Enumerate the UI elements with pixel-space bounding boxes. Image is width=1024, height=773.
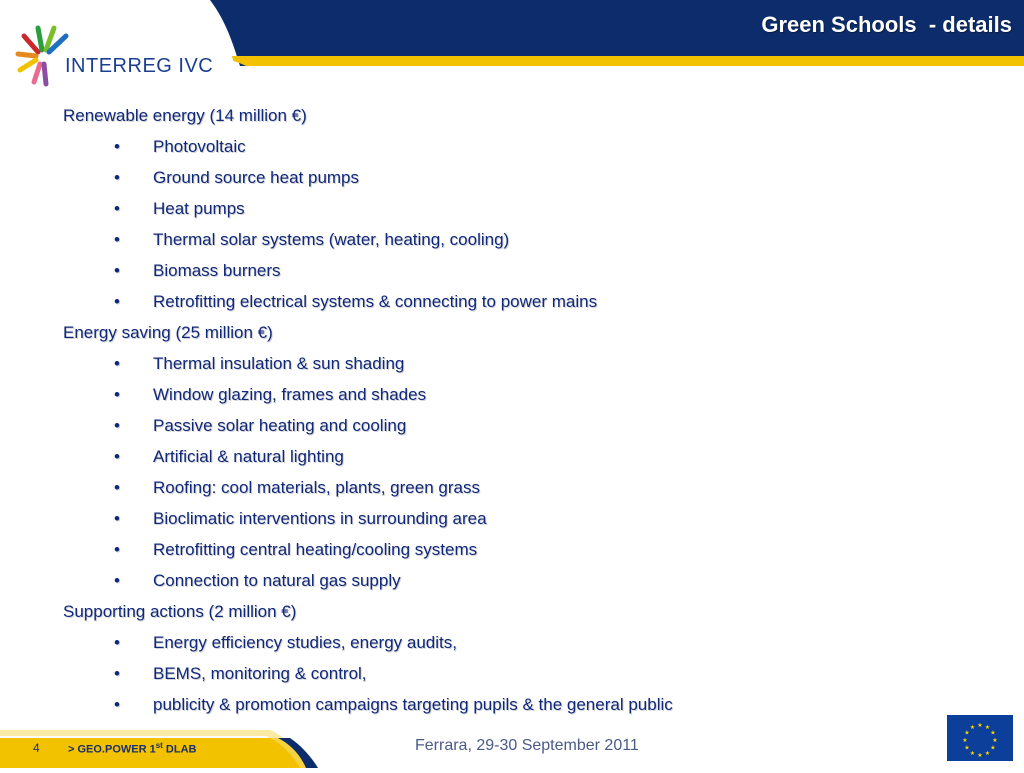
list-item	[63, 134, 963, 165]
bullet-icon: •	[114, 633, 120, 652]
list-item	[63, 444, 963, 475]
footer-label-suffix: DLAB	[162, 743, 197, 756]
bullet-icon: •	[114, 416, 120, 435]
list-item-text: Retrofitting electrical systems & connecting to power mains	[153, 292, 598, 311]
footer-date: Ferrara, 29-30 September 2011	[415, 737, 639, 754]
bullet-list	[63, 630, 963, 723]
list-item	[63, 351, 963, 382]
section-supporting-actions	[63, 599, 963, 723]
bullet-icon: •	[114, 478, 120, 497]
footer-label-sup: st	[155, 741, 163, 750]
section-heading: Energy saving (25 million €)	[63, 323, 273, 342]
bullet-icon: •	[114, 509, 120, 528]
svg-text:★: ★	[984, 750, 991, 757]
bullet-icon: •	[114, 354, 120, 373]
list-item	[63, 537, 963, 568]
list-item-text: Bioclimatic interventions in surrounding area	[153, 509, 487, 528]
section-energy-saving	[63, 320, 963, 599]
list-item-text: Biomass burners	[153, 261, 281, 280]
list-item-text: Thermal solar systems (water, heating, cooling)	[153, 230, 510, 249]
svg-text:★: ★	[984, 724, 991, 731]
svg-text:★: ★	[962, 737, 968, 744]
list-item-text: BEMS, monitoring & control,	[153, 664, 367, 683]
bullet-icon: •	[114, 447, 120, 466]
list-item	[63, 382, 963, 413]
list-item-text: Heat pumps	[153, 199, 245, 218]
list-item	[63, 630, 963, 661]
footer-label-prefix: > GEO.POWER 1	[68, 743, 156, 756]
bullet-list	[63, 351, 963, 599]
list-item-text: Roofing: cool materials, plants, green grass	[153, 478, 480, 497]
list-item	[63, 692, 963, 723]
bullet-icon: •	[114, 137, 120, 156]
list-item-text: Photovoltaic	[153, 137, 246, 156]
eu-flag-icon	[947, 715, 1013, 761]
list-item	[63, 506, 963, 537]
list-item-text: Thermal insulation & sun shading	[153, 354, 405, 373]
bullet-list	[63, 134, 963, 320]
svg-text:★: ★	[992, 737, 998, 744]
list-item-text: Retrofitting central heating/cooling systems	[153, 540, 478, 559]
bullet-icon: •	[114, 261, 120, 280]
svg-text:★: ★	[969, 750, 976, 757]
list-item-text: Passive solar heating and cooling	[153, 416, 407, 435]
list-item	[63, 568, 963, 599]
page-number: 4	[33, 741, 40, 755]
bullet-icon: •	[114, 385, 120, 404]
svg-text:★: ★	[964, 729, 970, 737]
list-item-text: Window glazing, frames and shades	[153, 385, 427, 404]
bullet-icon: •	[114, 168, 120, 187]
slide-body	[63, 103, 963, 723]
bullet-icon: •	[114, 230, 120, 249]
interreg-logo	[14, 22, 214, 92]
list-item	[63, 475, 963, 506]
svg-text:★: ★	[990, 744, 996, 752]
bullet-icon: •	[114, 292, 120, 311]
list-item	[63, 413, 963, 444]
slide-title: Green Schools - details	[761, 12, 1012, 37]
list-item	[63, 289, 963, 320]
bullet-icon: •	[114, 664, 120, 683]
bullet-icon: •	[114, 571, 120, 590]
bullet-icon: •	[114, 695, 120, 714]
logo-text: INTERREG IVC	[65, 55, 214, 77]
svg-text:★: ★	[977, 722, 983, 729]
svg-text:★: ★	[990, 729, 996, 737]
bullet-icon: •	[114, 199, 120, 218]
list-item-text: Ground source heat pumps	[153, 168, 360, 187]
svg-text:★: ★	[969, 724, 976, 731]
list-item-text: Artificial & natural lighting	[153, 447, 344, 466]
list-item	[63, 227, 963, 258]
list-item	[63, 165, 963, 196]
list-item-text: Energy efficiency studies, energy audits,	[153, 633, 457, 652]
list-item-text: publicity & promotion campaigns targeting pupils & the general public	[153, 695, 673, 714]
footer-label	[68, 741, 196, 756]
section-heading: Renewable energy (14 million €)	[63, 106, 307, 125]
list-item	[63, 661, 963, 692]
bullet-icon: •	[114, 540, 120, 559]
section-heading: Supporting actions (2 million €)	[63, 602, 297, 621]
list-item	[63, 196, 963, 227]
svg-text:★: ★	[964, 744, 970, 752]
list-item	[63, 258, 963, 289]
section-renewable	[63, 103, 963, 320]
eu-stars	[947, 715, 1013, 761]
list-item-text: Connection to natural gas supply	[153, 571, 401, 590]
svg-text:★: ★	[977, 752, 983, 759]
